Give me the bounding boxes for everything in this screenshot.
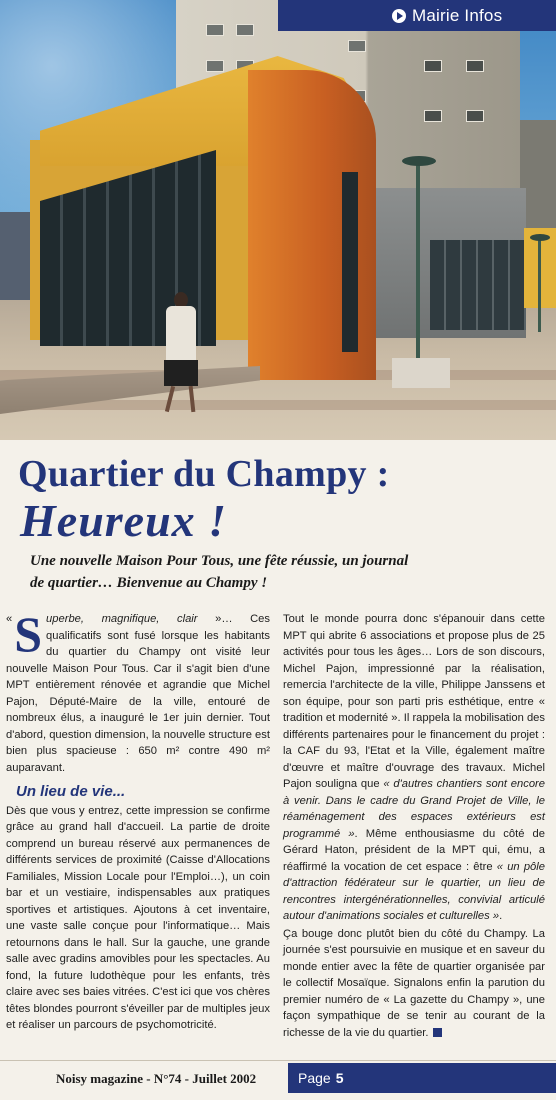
- footer-rule: [0, 1060, 556, 1061]
- street-lamp-far: [538, 240, 541, 332]
- paragraph-text: . Même enthousiasme du côté de Gérard Haton, président de la MPT qui, ému, a réaffirmé la vocation de cet espace : être: [283, 827, 546, 873]
- intro-italic: uperbe, magnifique, clair: [46, 613, 198, 625]
- street-lamp: [416, 162, 420, 362]
- quote-italic: « d'autres chantiers sont encore à venir. Dans le cadre du Grand Projet de Ville, le réaménagement des espaces extérieurs est programmé »: [283, 778, 546, 840]
- section-heading: Un lieu de vie...: [16, 783, 126, 800]
- section-label: Mairie Infos: [412, 5, 503, 25]
- article-title: Quartier du Champy :: [18, 453, 390, 495]
- subtitle-line: de quartier… Bienvenue au Champy !: [30, 575, 268, 591]
- quote-open: «: [6, 613, 13, 625]
- annex-glazing: [430, 240, 526, 330]
- intro-text: »… Ces qualificatifs sont fusé lorsque les habitants du quartier du Champy ont visité leur nouvelle Maison Pour Tous. Car il s'agit bien d'une MPT entièrement rénovée et agrandie que Michel Pajon, Député-Maire de la ville, entouré de nombreux élus, a inauguré le 1er juin dernier. Tout d'abord, question dimension, la nouvelle structure est bien plus spacieuse : 650 m² contre 490 m² auparavant.: [6, 613, 270, 774]
- end-of-article-square-icon: [433, 1028, 442, 1037]
- street-lamp-far-head: [530, 234, 550, 241]
- play-circle-icon: [392, 9, 406, 23]
- lamp-planter: [392, 358, 450, 388]
- paragraph-text: .: [499, 910, 503, 922]
- closing-paragraph: [283, 926, 545, 1042]
- left-column: [6, 606, 270, 1035]
- article-subtitle: [30, 550, 530, 594]
- article-photo: [0, 0, 556, 440]
- paragraph-text: Ça bouge donc plutôt bien du côté du Champy. La journée s'est poursuivie en musique et en saveur du monde entier avec la fête de quartier organisée par le collectif Mosaïque. Signalons enfin la parution du premier numéro de « La gazette du Champy », une façon sympathique de se tenir au courant de la richesse de la vie du quartier.: [283, 927, 545, 1039]
- drop-cap: S: [14, 606, 43, 662]
- pedestrian-skirt: [164, 360, 198, 386]
- publication-info: Noisy magazine - N°74 - Juillet 2002: [56, 1071, 257, 1086]
- section-paragraph: Dès que vous y entrez, cette impression se confirme grâce au grand hall d'accueil. La partie de droite comprend un bureau réservé aux permanences de différents services de proximité (Caisse d'Allocations Familiales, Mission Locale pour l'Emploi…), un coin bar et un vestiaire, indispensables aux pratiques sportives et artistiques. Ajoutons à cet inventaire, une vaste salle conçue pour l'informatique… Mais retournons dans le hall. Sur la gauche, une grande salle avec gradins amovibles pour les spectacles. Au fond, la future ludothèque pour les enfants, très claire avec ses baies vitrées. C'est ici que vos chères têtes blondes pourront s'éveiller par de multiples jeux et réaliser un parcours de psychomotricité.: [6, 804, 270, 1031]
- page-label: Page: [298, 1070, 331, 1086]
- paragraph-text: Tout le monde pourra donc s'épanouir dans cette MPT qui abrite 6 associations et propose plus de 25 activités pour tous les âges… Lors de son discours, Michel Pajon, impressionné par la réalisation, remercia l'architecte de la ville, Philippe Janssens et son équipe, pour son parti pris esthétique, entre « tradition et modernité ». Il rappela la mobilisation des différents partenaires pour le financement du projet : la CAF du 93, l'Etat et la Ville, également maître d'œuvre et maître d'ouvrage des travaux. Michel Pajon souligna que: [283, 613, 545, 790]
- right-paragraph: [283, 611, 545, 925]
- article-title-emphasis: Heureux !: [20, 495, 228, 546]
- subtitle-line: Une nouvelle Maison Pour Tous, une fête réussie, un journal: [30, 553, 409, 569]
- section-banner: [278, 0, 556, 31]
- page-number: 5: [335, 1070, 344, 1086]
- pedestrian: [166, 306, 196, 362]
- page-indicator: [288, 1063, 556, 1093]
- intro-paragraph: [6, 606, 270, 776]
- quote-italic: « un pôle d'attraction fédérateur sur le quartier, un lieu de rencontres intergénérationnelles, convivial articulé autour d'animations sociales et culturelles »: [283, 860, 545, 922]
- right-column: [283, 611, 545, 1042]
- street-lamp-head: [402, 156, 436, 166]
- pavilion-window: [342, 172, 358, 352]
